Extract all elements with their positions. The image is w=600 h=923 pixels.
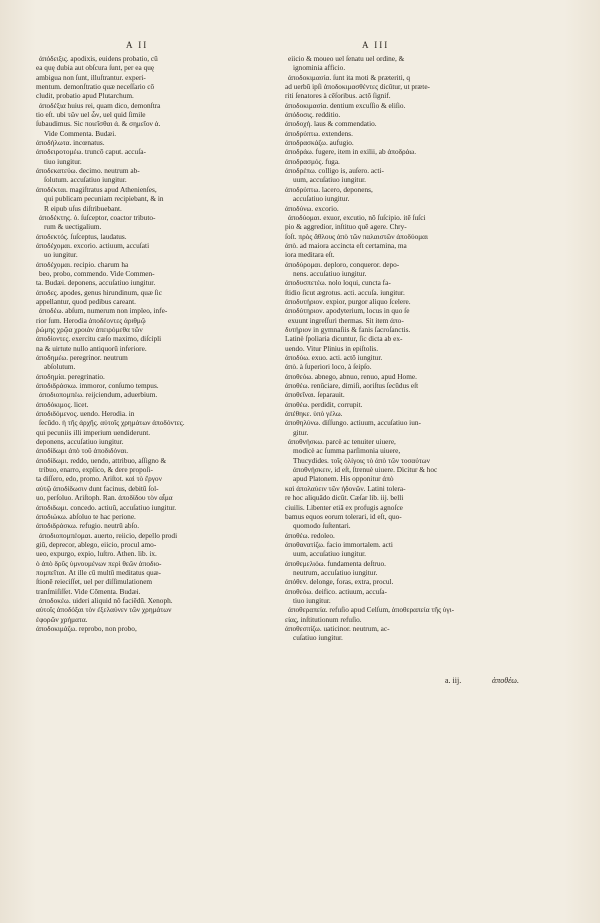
dictionary-line: ueo, expurgo, expio, luſtro. Athen. lib. ix.: [36, 549, 157, 559]
page-header-right: A III: [362, 40, 390, 50]
dictionary-line: ὁ ἀπὸ δρῦς ὑμνουμένων περὶ θεῶν ἀποδιο-: [36, 558, 162, 568]
dictionary-line: appellantur, quod pedibus careant.: [36, 296, 137, 306]
dictionary-line: qui pecuniis illi imperium uendiderunt.: [36, 427, 151, 437]
dictionary-line: ἀποθέω. renūciare, dimiſi, aoriſtus ſecūdus eſt: [285, 381, 419, 391]
dictionary-line: αὐτῷ ἀποδίδωσιν dunt facinus, debitū ſol-: [36, 483, 159, 493]
dictionary-line: na & uirtute nullo antiquorū inferiore.: [36, 343, 147, 353]
page-header-left: A II: [126, 40, 149, 50]
dictionary-line: ✱ beo, probo, commendo. Vide Commen-: [36, 269, 298, 278]
dictionary-line: quomodo ſuſtentari.: [293, 521, 351, 531]
dictionary-line: ſoſt. πρὸς ἄθλους ἀπὸ τῶν παλαιστῶν ἀποδύομαι: [285, 231, 428, 241]
dictionary-line: rior ſum. Herodia ἀποδέοντες ἀριθμῷ: [36, 315, 146, 325]
dictionary-line: ἀποδιδράσκω. immoror, conſumo tempus.: [36, 381, 159, 391]
dictionary-line: ✱ tribuo, enarro, explico, & dere propoſi-: [36, 465, 298, 474]
dictionary-line: ta diſſero, edo, promo. Ariſtot. καὶ τὸ ἔργον: [36, 474, 162, 484]
dictionary-line: ✱ eiicio & moueo uel ſenatu uel ordine, &: [285, 54, 547, 63]
dictionary-line: ἀποδυσπετέω. nolo loqui, cuncta fa-: [285, 278, 391, 288]
dictionary-line: ἀποδέχομαι. excorio. actiuum, accuſati: [36, 240, 150, 250]
dictionary-line: ἀποδύτηριον. apodyterium, locus in quo ſe: [285, 306, 410, 316]
dictionary-line: είας, inſtitutionum refuſio.: [285, 614, 362, 624]
dictionary-line: ἀποδρύπτω. extendens.: [285, 128, 353, 138]
dictionary-line: ἀποθανατίζω. facio immortalem. acti: [285, 539, 393, 549]
dictionary-line: uo iungitur.: [44, 250, 78, 260]
dictionary-line: ta. Budæi. deponens, accuſatiuo iungitur.: [36, 278, 156, 288]
dictionary-line: ad uerbū ipſi ἀποδοκιμασθέντες dicūtur, ut præte-: [285, 82, 430, 92]
dictionary-line: ἀποδημέω. peregrinor. neutrum: [36, 353, 128, 362]
dictionary-line: ἀποδοχή. laus & commendatio.: [285, 119, 377, 129]
dictionary-line: ſtidio ſicut ægrotus. acti. accuſa. iungitur.: [285, 287, 405, 297]
dictionary-line: tiuo iungitur.: [293, 595, 331, 605]
dictionary-line: ſtionē reieciſſet, uel per diſſimulationem: [36, 577, 153, 587]
dictionary-line: ἀποδράω. fugere, item in exilii, ab ἀποδράω.: [285, 147, 417, 157]
dictionary-line: ἀποδίδωμι. reddo, uendo, attribuo, aſſigno &: [36, 455, 167, 465]
dictionary-line: ciuilis. Libenter etiā ex profugis agnoſce: [285, 502, 403, 512]
dictionary-line: ἀποδίδωμι ἀπὸ τοῦ ἀποδιδόναι.: [36, 446, 129, 456]
dictionary-line: ἀποδημία. peregrinatio.: [36, 371, 105, 381]
dictionary-line: ἀποδέκται. magiſtratus apud Athenienſes,: [36, 184, 157, 194]
dictionary-line: ἀποθνήσκειν, id eſt, ſtrenuè uiuere. Dicitur & hoc: [293, 465, 438, 475]
dictionary-line: αὐτοῖς ἀποδόξαι τὸν ἐξελαύνεν τῶν χρημάτων: [36, 605, 172, 615]
dictionary-line: Vide Commenta. Budæi.: [44, 128, 117, 138]
dictionary-line: tio eſt. ubi τῶν uel ὧν, uel quid ſimile: [36, 110, 146, 120]
signature-mark: a. iij.: [445, 676, 462, 685]
dictionary-line: ἀπόδοσις. redditio.: [285, 110, 341, 120]
dictionary-line: riti ſenatores à cēſoribus. actō ſignif.: [285, 91, 391, 101]
dictionary-line: ignominia afficio.: [293, 63, 346, 73]
dictionary-line: ✱ ἀποδοκιμασία. ſunt ita moti & præteriti, q: [285, 73, 547, 82]
dictionary-line: ἀποθεόω. abnego, abnuo, renuo, apud Home.: [285, 371, 417, 381]
dictionary-line: ✱ ἀποδύομαι. exuor, excutio, nō ſuſcipio. itē ſuſci: [285, 213, 547, 222]
dictionary-line: ἀπὸ. ad maiora accincta eſt certamina, ma: [285, 240, 407, 250]
dictionary-line: ἐφορῶν χρήματα.: [36, 614, 88, 624]
dictionary-line: ἀποθεμελιόω. fundamenta deſtruo.: [285, 558, 386, 568]
dictionary-line: ἀποδύρομαι. deploro, conqueror. depo-: [285, 259, 400, 269]
dictionary-line: ἀποδόκιμος. licet.: [36, 399, 89, 409]
dictionary-line: πομπεῖται. At ille cū multū meditatus quæ-: [36, 567, 161, 577]
dictionary-line: ἀποδέχομαι. recipio. charum ha: [36, 259, 129, 269]
dictionary-line: ἀπόθεν. delonge, foras, extra, procul.: [285, 577, 394, 587]
dictionary-line: tranſmiſiſſet. Vide Cōmenta. Budæi.: [36, 586, 141, 596]
dictionary-line: modicè ac ſumma parſimonia uiuere,: [293, 446, 401, 456]
dictionary-line: ambigua non ſunt, illuſtrantur. experi-: [36, 72, 146, 82]
dictionary-line: ἀποθέω. perdidit, corrupit.: [285, 399, 363, 409]
dictionary-line: ἀποδεκατεύω. decimo. neutrum ab-: [36, 166, 140, 176]
dictionary-line: ἀποδοκιμασία. dentium excuſſio & eliſio.: [285, 100, 406, 110]
left-column: [36, 54, 298, 633]
dictionary-line: ea quę dubia aut obſcura ſunt, per ea quę: [36, 63, 155, 73]
dictionary-line: ✱ ἀποδέξια huius rei, quam dico, demonſtra: [36, 101, 298, 110]
dictionary-line: ✱ exuunt ingreſſuri thermas. Sit item ἀπο-: [285, 316, 547, 325]
dictionary-line: ✱ ſecūdo. ἡ τῆς ἀρχῆς. αὐτοῖς χρημάτων ἀποδόντες.: [36, 418, 298, 427]
dictionary-line: ἀποδυτήριον. expior, purgor aliquo ſcelere.: [285, 296, 411, 306]
dictionary-line: ἀποθεῖναι. ſeparauit.: [285, 390, 345, 400]
dictionary-line: uendo. Vitur Plinius in epiſtolis.: [285, 343, 379, 353]
dictionary-line: deponens, accuſatiuo iungitur.: [36, 437, 124, 447]
dictionary-line: δυτήριον in gymnaſiis & fanis ſacroſanctis.: [285, 324, 411, 334]
dictionary-line: iora meditara eſt.: [285, 250, 335, 260]
dictionary-line: ῥώμης χρῷα χροιὰν ἀπειρόμεθα τῶν: [36, 324, 143, 334]
dictionary-line: ἀποθέω. redoleo.: [285, 530, 335, 540]
dictionary-line: ἀποδύνω. excorio.: [285, 203, 339, 213]
dictionary-line: καὶ ἀπολαύειν τῶν ἡδονῶν. Latini tolera-: [285, 483, 406, 493]
dictionary-line: ✱ ἀποδέκτης. ὁ. ſuſceptor, coactor tributo-: [36, 213, 298, 222]
catchword: ἀποθέω.: [492, 676, 519, 685]
dictionary-line: ἀποδεκτός. ſuſceptus, laudatus.: [36, 231, 127, 241]
dictionary-line: cludit, probatio apud Plutarchum.: [36, 91, 134, 101]
right-column: [285, 54, 547, 643]
dictionary-line: ἀποδρέπω. colligo is, auſero. acti-: [285, 166, 384, 176]
dictionary-line: ἀποδειροτομέω. truncō caput. accuſa-: [36, 147, 146, 157]
dictionary-line: ἀποθηλύνω. diſſungo. actiuum, accuſatiuo iun-: [285, 418, 421, 428]
dictionary-line: ✱ ἀποδιοπομπέομαι. auerto, reiicio, depello prodi: [36, 531, 298, 540]
dictionary-line: ἀποδρασμός. fuga.: [285, 156, 340, 166]
dictionary-line: uum, accuſatiuo iungitur.: [293, 175, 366, 185]
dictionary-line: ✱ ἀποδοκέω. uideri aliquid nō faciēdū. Xenoph.: [36, 596, 298, 605]
dictionary-line: cuſatiuo iungitur.: [293, 633, 343, 643]
dictionary-line: ἀποδήλωτα. incœnatus.: [36, 138, 105, 148]
dictionary-line: ἀποδιδόμενος. uendo. Herodia. in: [36, 409, 135, 419]
dictionary-line: uum, accuſatiuo iungitur.: [293, 549, 366, 559]
dictionary-line: ἀποδιδράσκω. refugio. neutrū abſo.: [36, 521, 140, 531]
dictionary-line: Thucydides. τοῖς ὀλίγοις τὸ ἀπὸ τῶν τοσαύτων: [293, 455, 430, 465]
dictionary-line: abſolutum.: [44, 362, 76, 372]
dictionary-line: ἀποθεόω. deifico. actiuum, accuſa-: [285, 586, 387, 596]
dictionary-line: ἀπὸ. à ſuperiori loco, à ſeipſo.: [285, 362, 372, 372]
dictionary-line: bamus equos eorum tolerari, id eſt, quo-: [285, 511, 402, 521]
dictionary-line: ἀποδίοντες. exercitu cæſo maximo, diſcipli: [36, 334, 162, 344]
dictionary-line: mentum. demonſtratio quæ neceſſario cō: [36, 82, 155, 92]
dictionary-line: ἀποθεσπίζω. uaticinor. neutrum, ac-: [285, 623, 390, 633]
dictionary-line: ἀπέθηκε. ὑπὸ γέλω.: [285, 409, 343, 419]
dictionary-line: ἀποδιώκω. abſoluo te hac perione.: [36, 511, 136, 521]
dictionary-line: ἀποδρύπτω. lacero, deponens,: [285, 184, 373, 194]
dictionary-line: pio & aggredior, inſtituo quē agere. Chry-: [285, 222, 407, 232]
dictionary-line: ✱ ἀποθνήσκω. parcè ac tenuiter uiuere,: [285, 437, 547, 446]
dictionary-line: ἀποδες. apodes, genus hirundinum, quæ ſic: [36, 287, 162, 297]
dictionary-line: accuſatiuo iungitur.: [293, 194, 350, 204]
dictionary-line: ἀποδρασκάζω. aufugio.: [285, 138, 354, 148]
dictionary-line: qui publicam pecuniam recipiebant, & in: [44, 194, 164, 204]
dictionary-line: ἀποδιδωμι. concedo. actiuū, accuſatiuo iungitur.: [36, 502, 177, 512]
dictionary-line: ✱ ἀποθεραπεία. refuſio apud Celſum, ἀποθεραπεία τῆς ὑγι-: [285, 605, 547, 614]
dictionary-line: Latinè ſpoliaria dicuntur, ſic dicta ab ex-: [285, 334, 403, 344]
dictionary-line: nens. accuſatiuo iungitur.: [293, 268, 367, 278]
dictionary-line: ſolutum. accuſatiuo iungitur.: [44, 175, 127, 185]
dictionary-line: tiuo iungitur.: [44, 156, 82, 166]
dictionary-line: giū, deprecor, ablego, eiicio, procul amo-: [36, 539, 157, 549]
dictionary-line: ἀποδύω. exuo. acti. actō iungitur.: [285, 353, 383, 362]
dictionary-line: ✱ ἀπόδειξις. apodixis, euidens probatio, cū: [36, 54, 298, 63]
dictionary-line: ἀποδοκιμάζω. reprobo, non probo,: [36, 623, 137, 633]
dictionary-line: R eipub uſus diſtribuebant.: [44, 203, 122, 213]
dictionary-line: ✱ ἀποδιοπομπέω. reijciendum, aduerbium.: [36, 390, 298, 399]
dictionary-line: ſubaudimus. Sic ποιεῖσθαι ἀ. & σημεῖον ἀ.: [36, 119, 161, 129]
dictionary-line: gitur.: [293, 427, 309, 437]
dictionary-line: neutrum, accuſatiuo iungitur.: [293, 567, 378, 577]
dictionary-line: uo, perſoluo. Ariſtoph. Ran. ἀποδίδου τὸν αἷμα: [36, 493, 173, 503]
dictionary-line: ✱ ἀποδέω. abſum, numerum non impleo, infe-: [36, 306, 298, 315]
dictionary-line: re hoc aliquādo dicūt. Cæſar lib. iij. belli: [285, 493, 404, 503]
dictionary-line: apud Platonem. His opponitur ἀπὸ: [293, 474, 394, 484]
dictionary-line: rum & uectigalium.: [44, 222, 102, 232]
